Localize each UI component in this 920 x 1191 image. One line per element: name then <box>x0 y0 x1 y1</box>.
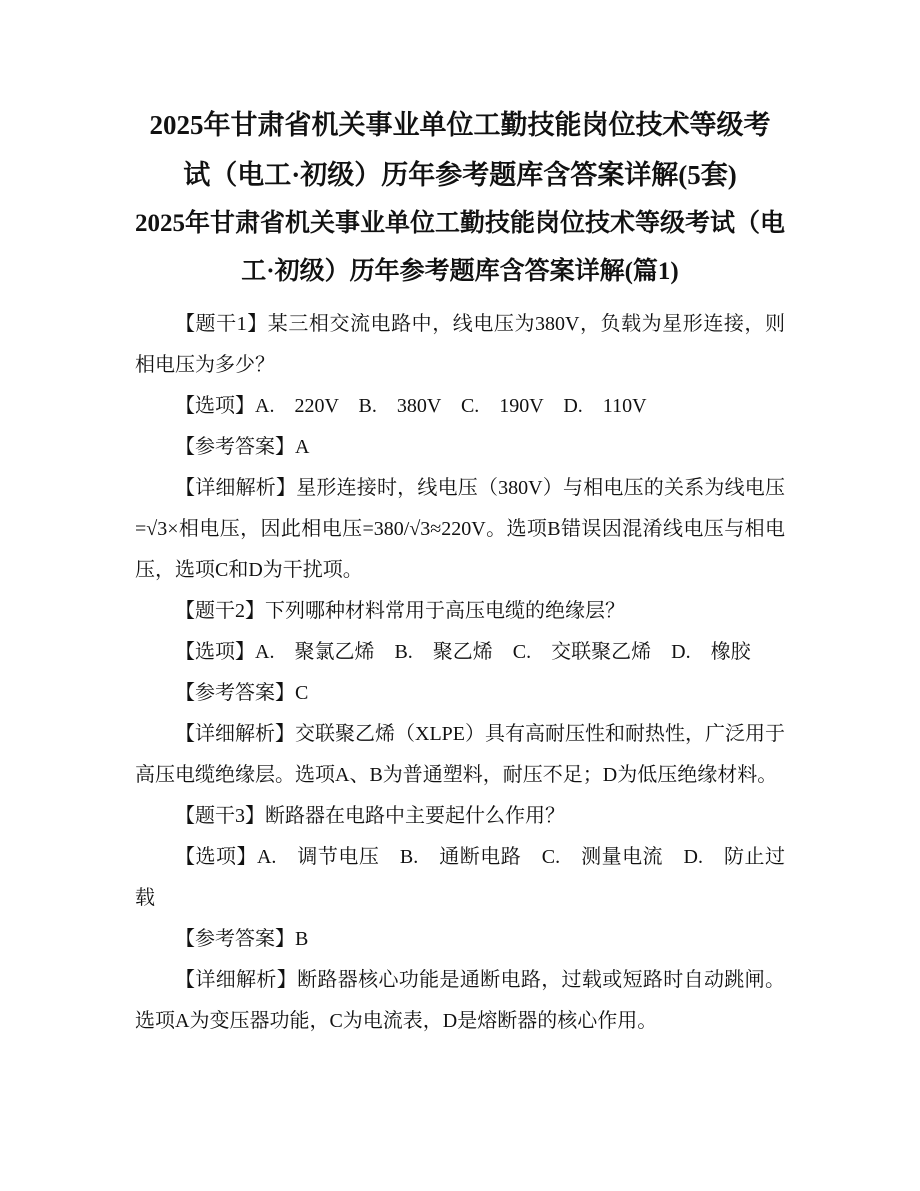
question-2-stem: 【题干2】下列哪种材料常用于高压电缆的绝缘层？ <box>175 600 625 622</box>
question-2-options: 【选项】A. 聚氯乙烯 B. 聚乙烯 C. 交联聚乙烯 D. 橡胶 <box>175 641 751 663</box>
question-3-options: 【选项】A. 调节电压 B. 通断电路 C. 测量电流 D. 防止过载 <box>135 846 785 909</box>
section-title <box>135 200 785 296</box>
section-title-line1: 2025年甘肃省机关事业单位工勤技能岗位技术等级考试（电 <box>135 210 786 237</box>
question-3-answer: 【参考答案】B <box>175 928 309 950</box>
document-content <box>135 100 785 1042</box>
question-1-answer: 【参考答案】A <box>175 436 310 458</box>
document-title-line1: 2025年甘肃省机关事业单位工勤技能岗位技术等级考 <box>149 110 771 140</box>
document-title <box>135 100 785 200</box>
question-list <box>135 304 785 1042</box>
question-3-stem: 【题干3】断路器在电路中主要起什么作用？ <box>175 805 565 827</box>
question-1-analysis: 【详细解析】星形连接时，线电压（380V）与相电压的关系为线电压=√3×相电压，因此相电压=380/√3≈220V。选项B错误因混淆线电压与相电压，选项C和D为干扰项。 <box>135 477 785 581</box>
question-2-analysis: 【详细解析】交联聚乙烯（XLPE）具有高耐压性和耐热性，广泛用于高压电缆绝缘层。选项A、B为普通塑料，耐压不足；D为低压绝缘材料。 <box>135 723 785 786</box>
question-3-analysis: 【详细解析】断路器核心功能是通断电路，过载或短路时自动跳闸。选项A为变压器功能，C为电流表，D是熔断器的核心作用。 <box>135 969 785 1032</box>
question-1-stem: 【题干1】某三相交流电路中，线电压为380V，负载为星形连接，则相电压为多少？ <box>135 313 785 376</box>
question-1-options: 【选项】A. 220V B. 380V C. 190V D. 110V <box>175 395 647 417</box>
section-title-line2: 工·初级）历年参考题库含答案详解(篇1) <box>241 258 679 285</box>
question-2-answer: 【参考答案】C <box>175 682 309 704</box>
document-title-line2: 试（电工·初级）历年参考题库含答案详解(5套) <box>183 160 737 190</box>
